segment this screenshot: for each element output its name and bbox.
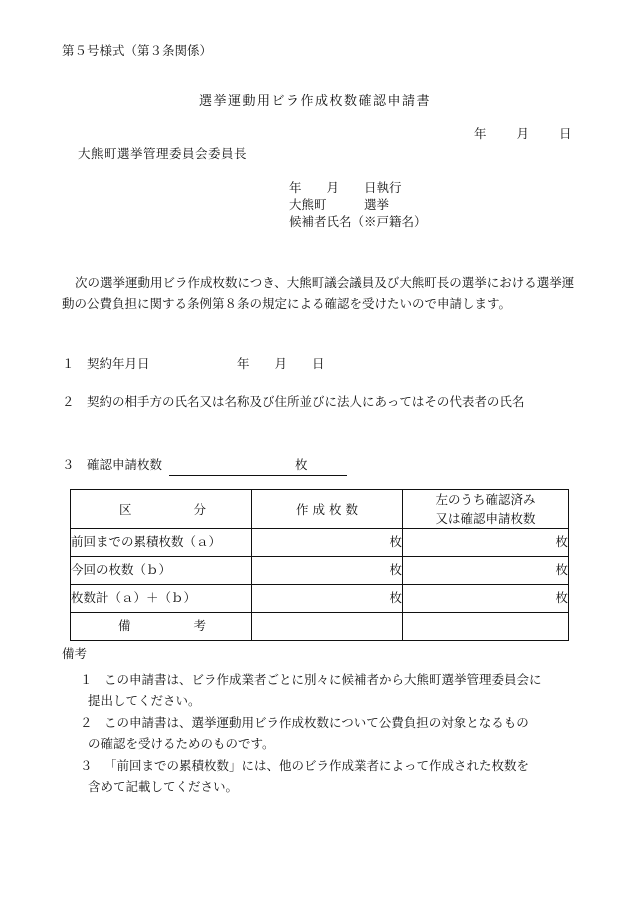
remarks-label-right: 考 — [193, 618, 206, 634]
item-contract-party: ２ 契約の相手方の氏名又は名称及び住所並びに法人にあってはその代表者の氏名 — [62, 394, 525, 409]
item1-label: １ 契約年月日 — [62, 356, 150, 371]
note-text: の確認を受けるためのものです。 — [88, 736, 275, 751]
remarks-cell[interactable] — [252, 613, 403, 641]
note-text: 提出してください。 — [88, 693, 201, 708]
header-sakusei: 作 成 枚 数 — [252, 490, 403, 529]
month-label: 月 — [516, 126, 530, 141]
remarks-label — [71, 613, 252, 641]
item3-label: ３ 確認申請枚数 — [62, 457, 163, 472]
request-statement-text: 次の選挙運動用ビラ作成枚数につき、大熊町議会議員及び大熊町長の選挙における選挙運動の公費負担に関する条例第８条の規定による確認を受けたいので申請します。 — [62, 275, 575, 311]
header-kubun — [71, 490, 252, 529]
item3-unit: 枚 — [295, 457, 308, 472]
table-row — [71, 557, 569, 585]
requested-count-field[interactable] — [169, 459, 347, 476]
row-label: 枚数計（ａ）＋（ｂ） — [71, 585, 252, 613]
election-name: 大熊町 選挙 — [289, 197, 390, 212]
item-requested-count — [62, 457, 308, 472]
notes-title: 備考 — [62, 646, 88, 661]
document-title: 選挙運動用ビラ作成枚数確認申請書 — [198, 94, 431, 109]
created-count-cell[interactable]: 枚 — [252, 529, 403, 557]
form-label: 第５号様式（第３条関係） — [62, 43, 213, 58]
count-table — [70, 489, 569, 641]
remarks-label-left: 備 — [118, 618, 131, 634]
header-kubun-left: 区 — [119, 501, 132, 517]
candidate-name-label: 候補者氏名（※戸籍名） — [289, 214, 427, 229]
remarks-cell[interactable] — [403, 613, 569, 641]
header-confirmed — [403, 490, 569, 529]
row-label: 前回までの累積枚数（ａ） — [71, 529, 252, 557]
note-item — [80, 712, 580, 754]
note-number: ３ — [80, 758, 93, 773]
note-item — [80, 755, 580, 797]
addressee: 大熊町選挙管理委員会委員長 — [78, 146, 248, 161]
item-contract-date — [62, 356, 325, 371]
table-row — [71, 529, 569, 557]
header-kubun-right: 分 — [193, 501, 206, 517]
created-count-cell[interactable]: 枚 — [252, 557, 403, 585]
year-label: 年 — [474, 126, 487, 141]
confirmed-count-cell[interactable]: 枚 — [403, 529, 569, 557]
confirmed-count-cell[interactable]: 枚 — [403, 557, 569, 585]
created-count-cell[interactable]: 枚 — [252, 585, 403, 613]
row-label: 今回の枚数（ｂ） — [71, 557, 252, 585]
item1-date: 年 月 日 — [237, 356, 325, 371]
note-number: １ — [80, 672, 93, 687]
note-item — [80, 669, 580, 711]
note-number: ２ — [80, 715, 93, 730]
request-statement — [62, 272, 577, 314]
note-text: 「前回までの累積枚数」には、他のビラ作成業者によって作成された枚数を — [104, 758, 530, 773]
election-info — [289, 179, 427, 230]
day-label: 日 — [559, 126, 572, 141]
remarks-row — [71, 613, 569, 641]
note-text: この申請書は、ビラ作成業者ごとに別々に候補者から大熊町選挙管理委員会に — [104, 672, 542, 687]
header-confirmed-line2: 又は確認申請枚数 — [435, 511, 536, 526]
table-row — [71, 585, 569, 613]
application-date — [474, 128, 572, 141]
note-text: この申請書は、選挙運動用ビラ作成枚数について公費負担の対象となるもの — [104, 715, 529, 730]
table-header-row — [71, 490, 569, 529]
header-confirmed-line1: 左のうち確認済み — [435, 492, 536, 507]
election-date: 年 月 日執行 — [289, 180, 402, 195]
confirmed-count-cell[interactable]: 枚 — [403, 585, 569, 613]
note-text: 含めて記載してください。 — [88, 779, 239, 794]
